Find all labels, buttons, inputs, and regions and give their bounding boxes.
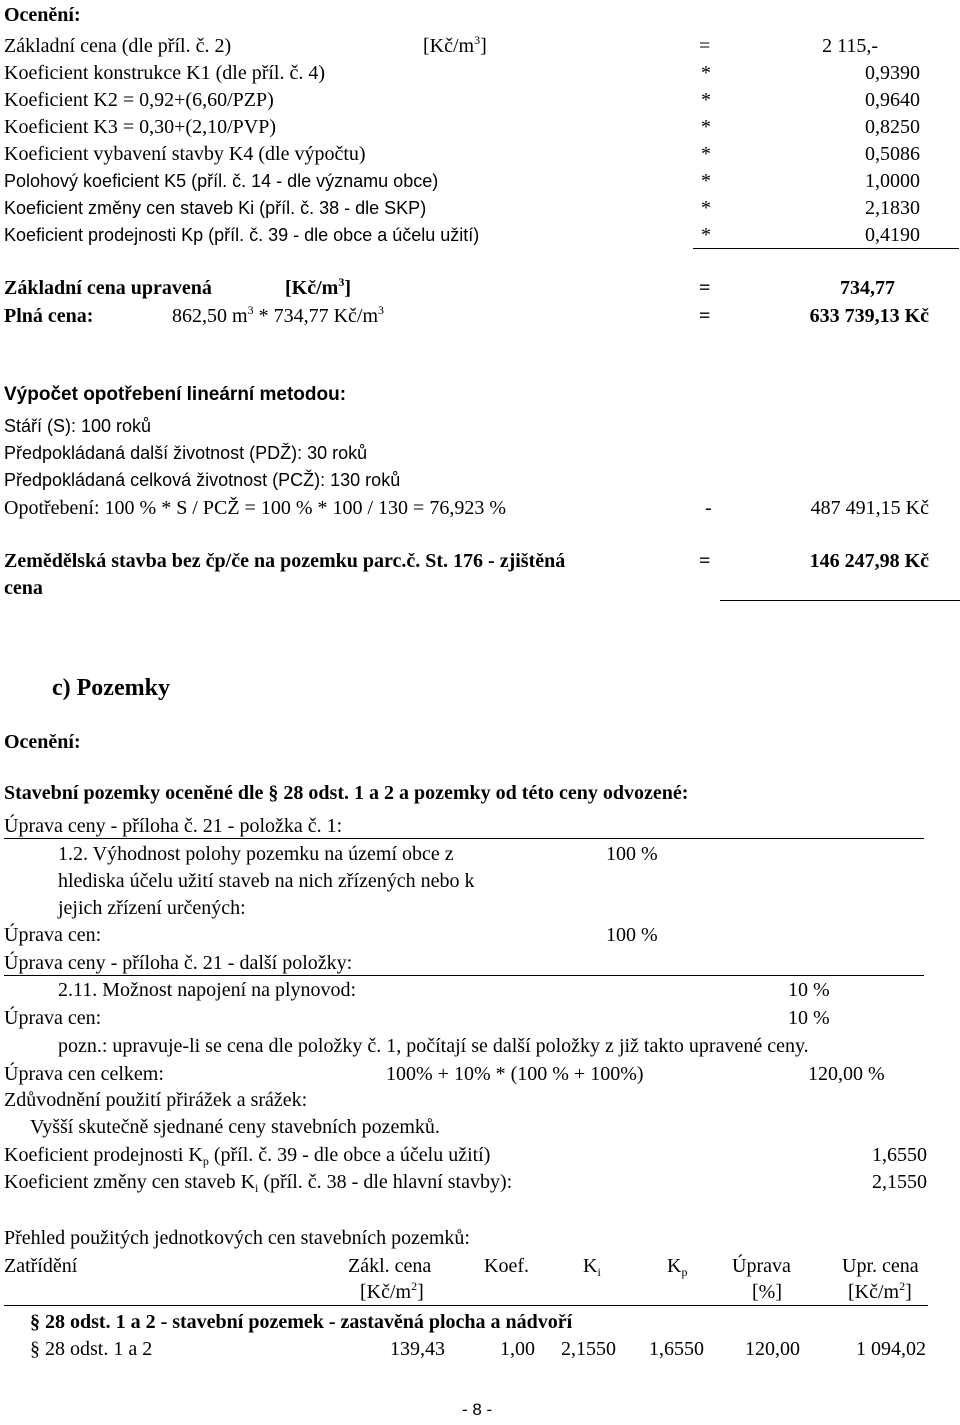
price-adjustment-label-2: Úprava cen: [4,1007,102,1029]
adjusted-price-value: 734,77 [840,277,895,299]
full-price-formula: 862,50 $m^3 * 734,77$ $Kč/m^3$ [172,303,384,327]
price-change-coef-value: 2,1550 [872,1171,927,1193]
total-life-line: Předpokládaná celková životnost (PCŽ): 130 roků [4,470,401,490]
item-1-2-line2: hlediska účelu užití staveb na nich zřízených nebo k [58,870,475,892]
full-price-operator: = [699,305,711,327]
col-header-adjusted-price: Upr. cena [842,1255,919,1277]
age-line: Stáří (S): 100 roků [4,416,152,436]
price-adjustment-value: 100 % [606,924,658,946]
divider [4,838,924,839]
determined-price-label: Zemědělská stavba bez čp/če na pozemku parc.č. St. 176 - zjištěná [4,550,566,572]
col-header-coef: Koef. [484,1255,529,1277]
section-title-oceneni: Ocenění: [4,4,81,26]
col-header-adjusted-price-unit: $[Kč/m^2]$ [848,1279,912,1303]
price-change-coef-label: Koeficient změny cen staveb $K_i$ (příl. č. 38 - dle hlavní stavby): [4,1171,513,1195]
cell-ki: 2,1550 [561,1338,616,1360]
depreciation-operator: - [705,497,712,519]
row-label: Koeficient K3 = 0,30+(2,10/PVP) [4,116,276,138]
overview-title: Přehled použitých jednotkových cen stavebních pozemků: [4,1227,470,1249]
row-name: § 28 odst. 1 a 2 [30,1338,153,1360]
row-operator: * [701,170,711,192]
divider [4,975,924,976]
row-operator: * [701,62,711,84]
row-label: Koeficient prodejnosti Kp (příl. č. 39 - dle obce a účelu užití) [4,225,480,245]
depreciation-title: Výpočet opotřebení lineární metodou: [4,384,347,405]
justification-label: Zdůvodnění použití přirážek a srážek: [4,1089,308,1111]
adjusted-price-label: Základní cena upravená [4,277,212,299]
row-operator: = [699,35,711,57]
row-operator: * [701,116,711,138]
land-heading: c) Pozemky [52,675,170,701]
col-header-adjustment: Úprava [732,1255,791,1277]
saleability-coef-value: 1,6550 [872,1144,927,1166]
building-land-heading: Stavební pozemky oceněné dle § 28 odst. 1 a 2 a pozemky od této ceny odvozené: [4,782,689,804]
item-1-2-line1: 1.2. Výhodnost polohy pozemku na území obce z [58,843,454,865]
row-value: 0,9390 [865,62,920,84]
row-operator: * [701,143,711,165]
price-adjustment-label: Úprava cen: [4,924,102,946]
remaining-life-line: Předpokládaná další životnost (PDŽ): 30 roků [4,443,368,463]
section-title-oceneni-2: Ocenění: [4,731,81,753]
col-header-kp: $K_p$ [667,1255,688,1279]
col-header-ki: $K_i$ [583,1255,601,1279]
row-value: 1,0000 [865,170,920,192]
total-adjustment-value: 120,00 % [808,1063,885,1085]
col-header-base-price-unit: $[Kč/m^2]$ [360,1279,424,1303]
note-line: pozn.: upravuje-li se cena dle položky č. 1, počítají se další položky z již takto upravené ceny. [58,1035,809,1057]
row-label: Základní cena (dle příl. č. 2) [4,35,232,57]
cell-adjusted-price: 1 094,02 [856,1338,926,1360]
determined-price-label-cont: cena [4,577,43,599]
determined-price-operator: = [699,550,711,572]
row-operator: * [701,89,711,111]
total-adjustment-formula: 100% + 10% * (100 % + 100%) [386,1063,644,1085]
item-2-11-label: 2.11. Možnost napojení na plynovod: [58,979,357,1001]
item-2-11-value: 10 % [788,979,830,1001]
row-label: Koeficient vybavení stavby K4 (dle výpočtu) [4,143,366,165]
depreciation-line: Opotřebení: 100 % * S / PCŽ = 100 % * 100 / 130 = 76,923 % [4,497,506,519]
col-header-base-price: Zákl. cena [348,1255,432,1277]
col-header-adjustment-unit: [%] [752,1281,782,1303]
cell-kp: 1,6550 [649,1338,704,1360]
adjustment-item1-label: Úprava ceny - příloha č. 21 - položka č. 1: [4,815,343,837]
item-1-2-value: 100 % [606,843,658,865]
sum-rule [693,248,959,249]
row-value: 2 115,- [822,35,878,57]
full-price-label: Plná cena: [4,305,94,327]
row-label: Koeficient změny cen staveb Ki (příl. č. 38 - dle SKP) [4,198,427,218]
determined-price-value: 146 247,98 Kč [809,550,929,572]
total-adjustment-label: Úprava cen celkem: [4,1063,164,1085]
row-value: 0,5086 [865,143,920,165]
cell-adjustment: 120,00 [745,1338,800,1360]
cell-coef: 1,00 [500,1338,535,1360]
table-group-row: § 28 odst. 1 a 2 - stavební pozemek - zastavěná plocha a nádvoří [30,1311,573,1333]
page-number: - 8 - [462,1400,493,1419]
depreciation-value: 487 491,15 Kč [810,497,929,519]
row-value: 0,8250 [865,116,920,138]
row-value: 0,9640 [865,89,920,111]
row-unit: $[Kč/m^3]$ [423,33,487,57]
adjusted-price-operator: = [699,277,711,299]
row-label: Koeficient konstrukce K1 (dle příl. č. 4) [4,62,326,84]
row-label: Koeficient K2 = 0,92+(6,60/PZP) [4,89,274,111]
table-header-rule [4,1305,928,1306]
adjustment-other-label: Úprava ceny - příloha č. 21 - další položky: [4,952,353,974]
item-1-2-line3: jejich zřízení určených: [58,897,246,919]
row-value: 2,1830 [865,197,920,219]
col-header-classification: Zatřídění [4,1255,78,1277]
row-value: 0,4190 [865,224,920,246]
row-label: Polohový koeficient K5 (příl. č. 14 - dle významu obce) [4,171,439,191]
justification-text: Vyšší skutečně sjednané ceny stavebních pozemků. [30,1116,440,1138]
row-operator: * [701,197,711,219]
row-operator: * [701,224,711,246]
cell-base-price: 139,43 [390,1338,445,1360]
determined-price-rule [720,600,960,601]
full-price-value: 633 739,13 Kč [809,305,929,327]
price-adjustment-value-2: 10 % [788,1007,830,1029]
saleability-coef-label: Koeficient prodejnosti $K_p$ (příl. č. 39 - dle obce a účelu užití) [4,1144,491,1168]
adjusted-price-unit: $[Kč/m^3]$ [285,275,351,299]
